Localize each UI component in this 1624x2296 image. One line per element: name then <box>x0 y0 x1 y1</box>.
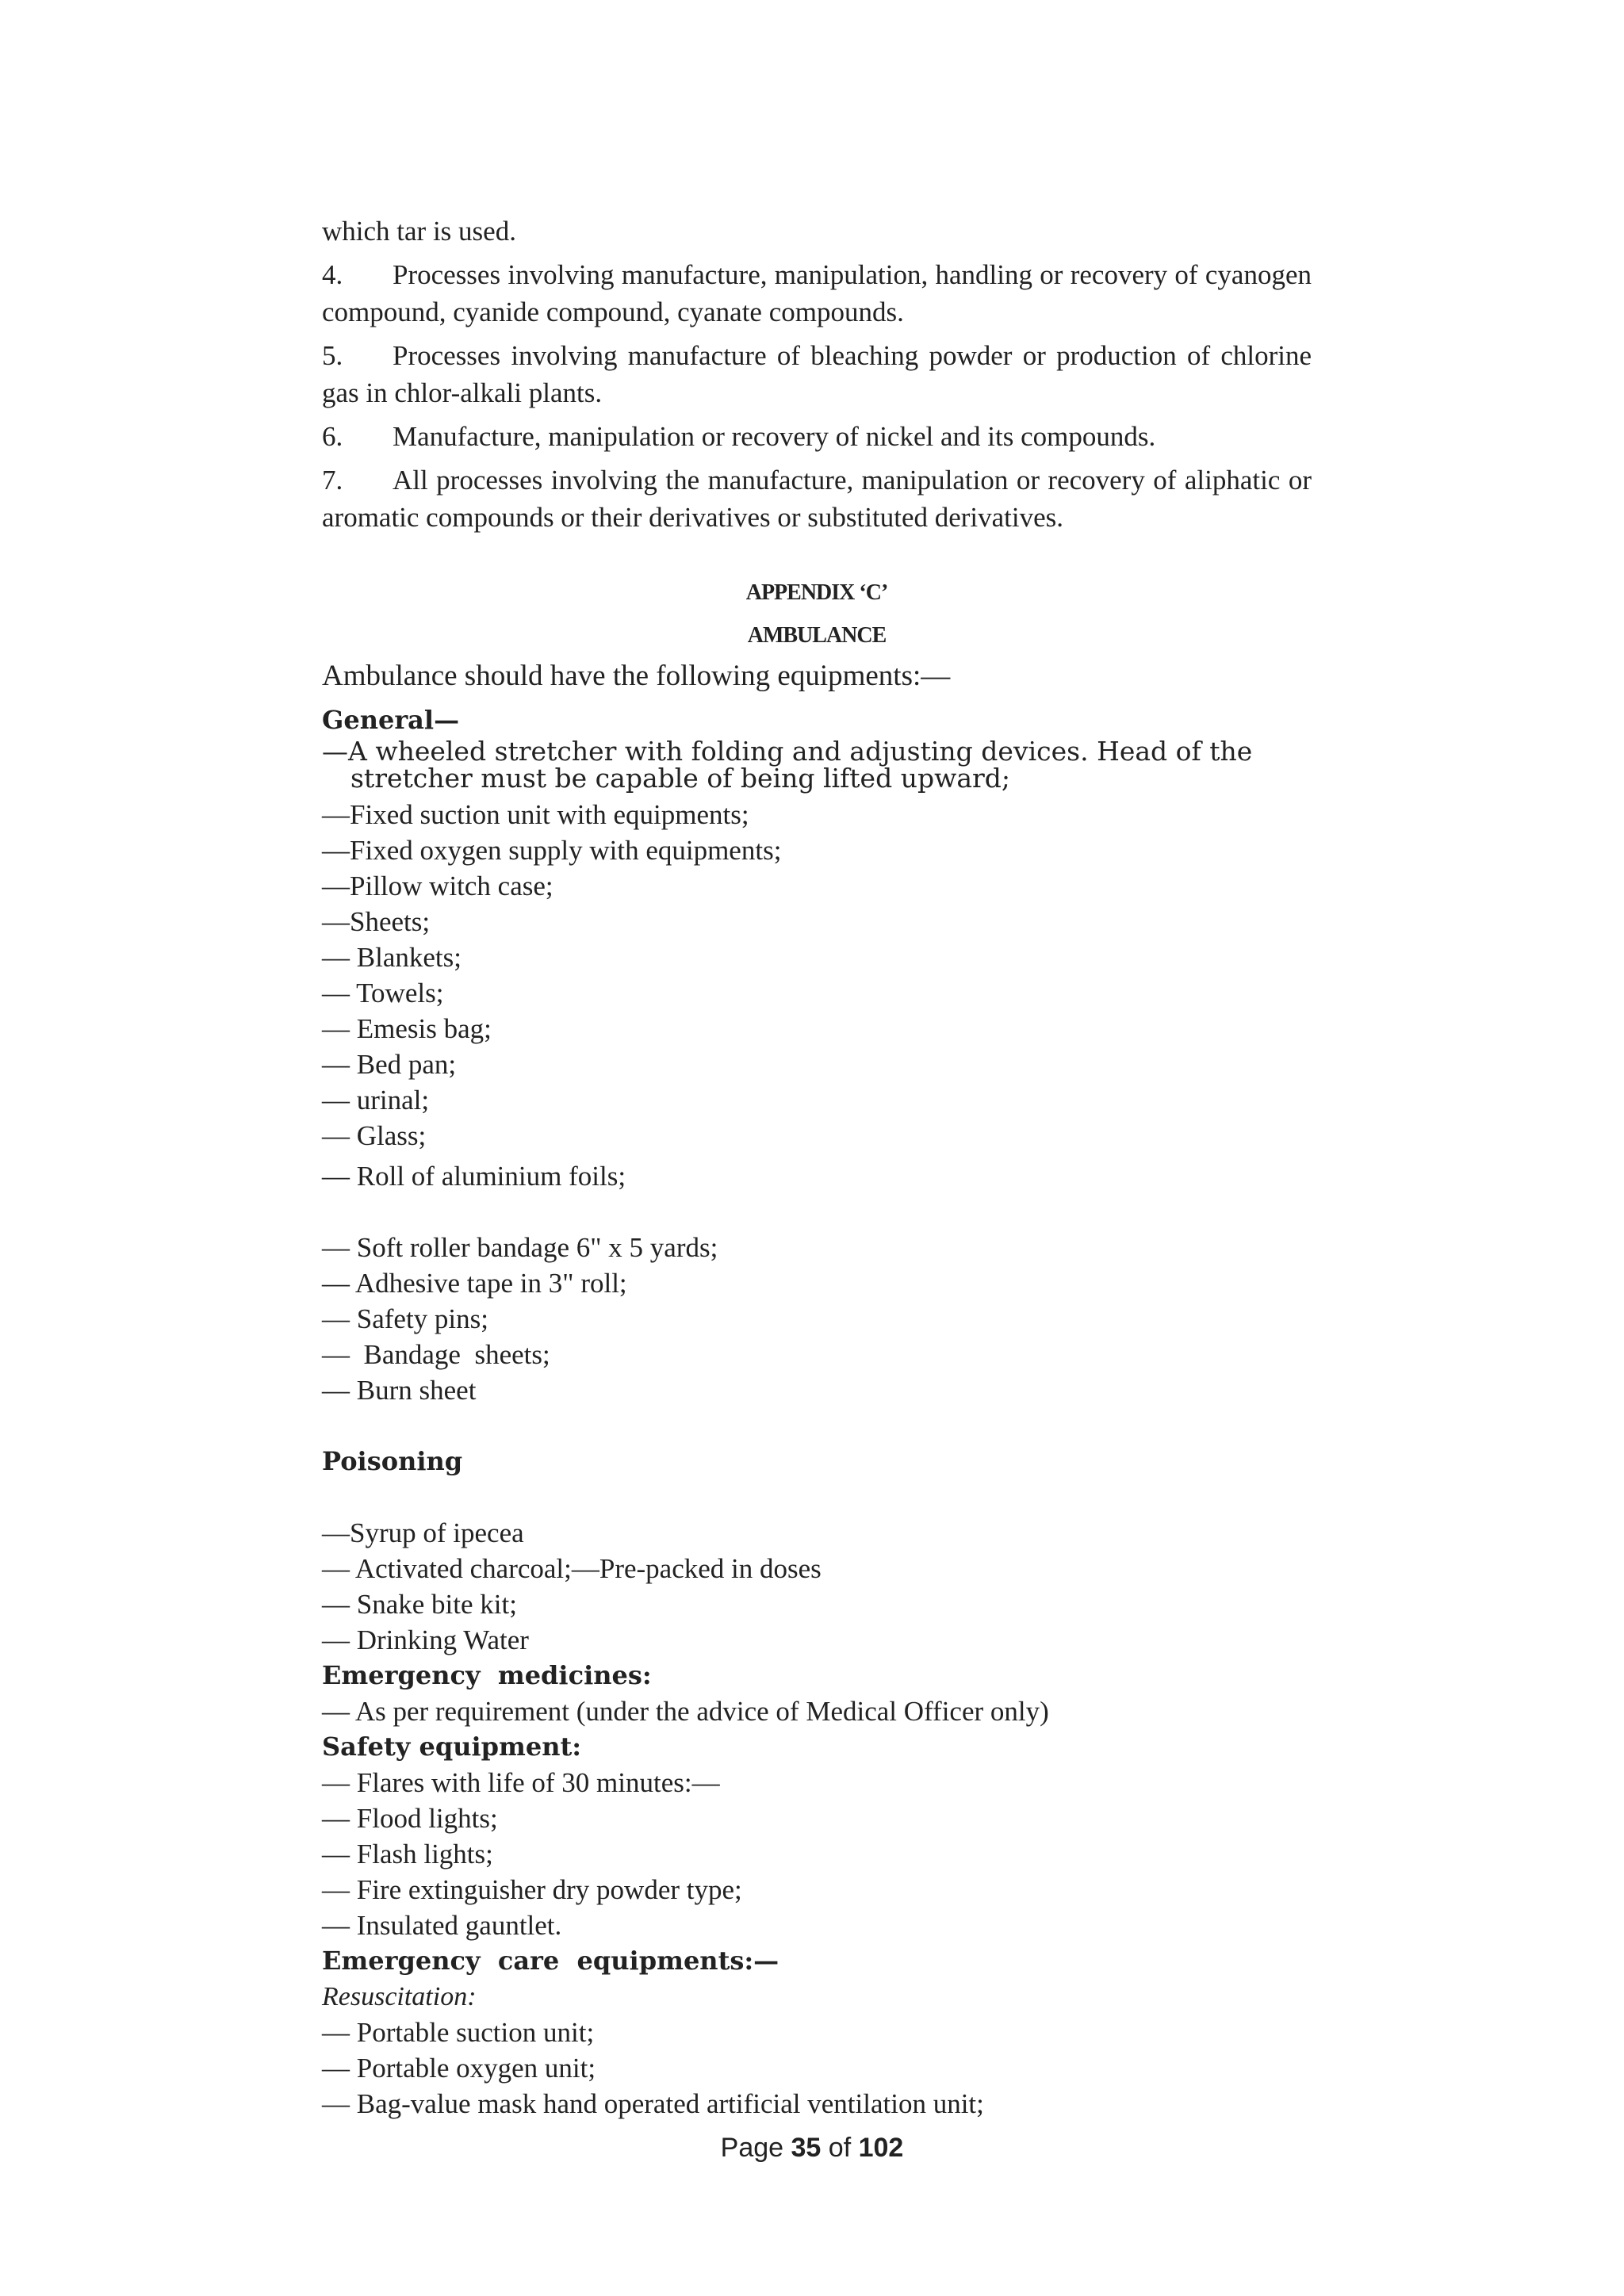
list-item: — Bandage sheets; <box>322 1339 550 1370</box>
paragraph-text: Processes involving manufacture of bleaching powder or production of chlorine gas in chlor-alkali plants. <box>322 340 1312 408</box>
footer-current-page: 35 <box>791 2133 822 2163</box>
list-item: — Flash lights; <box>322 1839 493 1869</box>
list-item: — Fire extinguisher dry powder type; <box>322 1874 742 1905</box>
list-item: — Portable oxygen unit; <box>322 2053 596 2084</box>
paragraph-text: Processes involving manufacture, manipulation, handling or recovery of cyanogen compound, cyanide compound, cyanate compounds. <box>322 259 1312 327</box>
paragraph-number: 6. <box>322 421 343 452</box>
numbered-paragraph <box>322 337 1312 411</box>
list-item: — Portable suction unit; <box>322 2017 595 2048</box>
list-item: —Syrup of ipecea <box>322 1517 524 1548</box>
appendix-subtitle: AMBULANCE <box>747 623 887 648</box>
resuscitation-subheading: Resuscitation: <box>322 1982 477 2011</box>
list-item: — urinal; <box>322 1085 430 1115</box>
list-item: — Emesis bag; <box>322 1013 492 1044</box>
safety-equipment-heading: Safety equipment: <box>322 1732 582 1762</box>
numbered-paragraph <box>322 256 1312 331</box>
list-item: — Flares with life of 30 minutes:— <box>322 1767 720 1798</box>
footer-prefix: Page <box>720 2133 791 2163</box>
page-footer <box>0 2133 1624 2164</box>
continuation-line: which tar is used. <box>322 216 516 247</box>
list-item: — Drinking Water <box>322 1624 529 1655</box>
list-item: — Insulated gauntlet. <box>322 1910 562 1941</box>
list-item: —Fixed oxygen supply with equipments; <box>322 835 782 866</box>
list-item: — Burn sheet <box>322 1375 477 1406</box>
list-item: —Pillow witch case; <box>322 871 553 901</box>
list-item: — Glass; <box>322 1120 427 1151</box>
appendix-intro: Ambulance should have the following equipments:— <box>322 660 951 692</box>
paragraph-number: 5. <box>322 340 343 371</box>
appendix-title: APPENDIX ‘C’ <box>745 580 888 605</box>
list-item: — As per requirement (under the advice of Medical Officer only) <box>322 1696 1049 1727</box>
list-item: —Sheets; <box>322 906 431 937</box>
paragraph-number: 7. <box>322 465 343 496</box>
spacer <box>322 1408 1312 1444</box>
list-item: — Flood lights; <box>322 1803 498 1834</box>
page-content <box>322 212 1312 2122</box>
list-item: — Bag-value mask hand operated artificial ventilation unit; <box>322 2088 984 2119</box>
spacer <box>322 1194 1312 1230</box>
footer-total-pages: 102 <box>858 2133 904 2163</box>
general-heading: General— <box>322 705 460 735</box>
poisoning-heading: Poisoning <box>322 1446 463 1476</box>
appendix-section <box>322 569 1312 2122</box>
paragraph-text: Manufacture, manipulation or recovery of nickel and its compounds. <box>393 421 1156 452</box>
footer-middle: of <box>821 2133 859 2163</box>
list-item: — Soft roller bandage 6" x 5 yards; <box>322 1232 718 1263</box>
list-item: — Roll of aluminium foils; <box>322 1161 626 1192</box>
numbered-paragraph <box>322 461 1312 536</box>
list-item: — Towels; <box>322 978 444 1008</box>
emergency-medicines-heading: Emergency medicines: <box>322 1660 652 1690</box>
numbered-paragraph <box>322 418 1312 455</box>
list-item: — Activated charcoal;—Pre-packed in doses <box>322 1553 822 1584</box>
list-item: — Adhesive tape in 3" roll; <box>322 1268 627 1299</box>
list-item: —Fixed suction unit with equipments; <box>322 799 749 830</box>
list-item: — Snake bite kit; <box>322 1589 517 1620</box>
list-item: —A wheeled stretcher with folding and adjusting devices. Head of the stretcher must be capable of being lifted upward; <box>322 736 1253 794</box>
emergency-care-heading: Emergency care equipments:— <box>322 1946 779 1976</box>
paragraph-number: 4. <box>322 259 343 290</box>
list-item: — Safety pins; <box>322 1303 488 1334</box>
paragraph-text: All processes involving the manufacture, manipulation or recovery of aliphatic or aromatic compounds or their derivatives or substituted derivatives. <box>322 465 1312 533</box>
list-item: — Bed pan; <box>322 1049 457 1080</box>
spacer <box>322 1479 1312 1515</box>
list-item: — Blankets; <box>322 942 462 973</box>
